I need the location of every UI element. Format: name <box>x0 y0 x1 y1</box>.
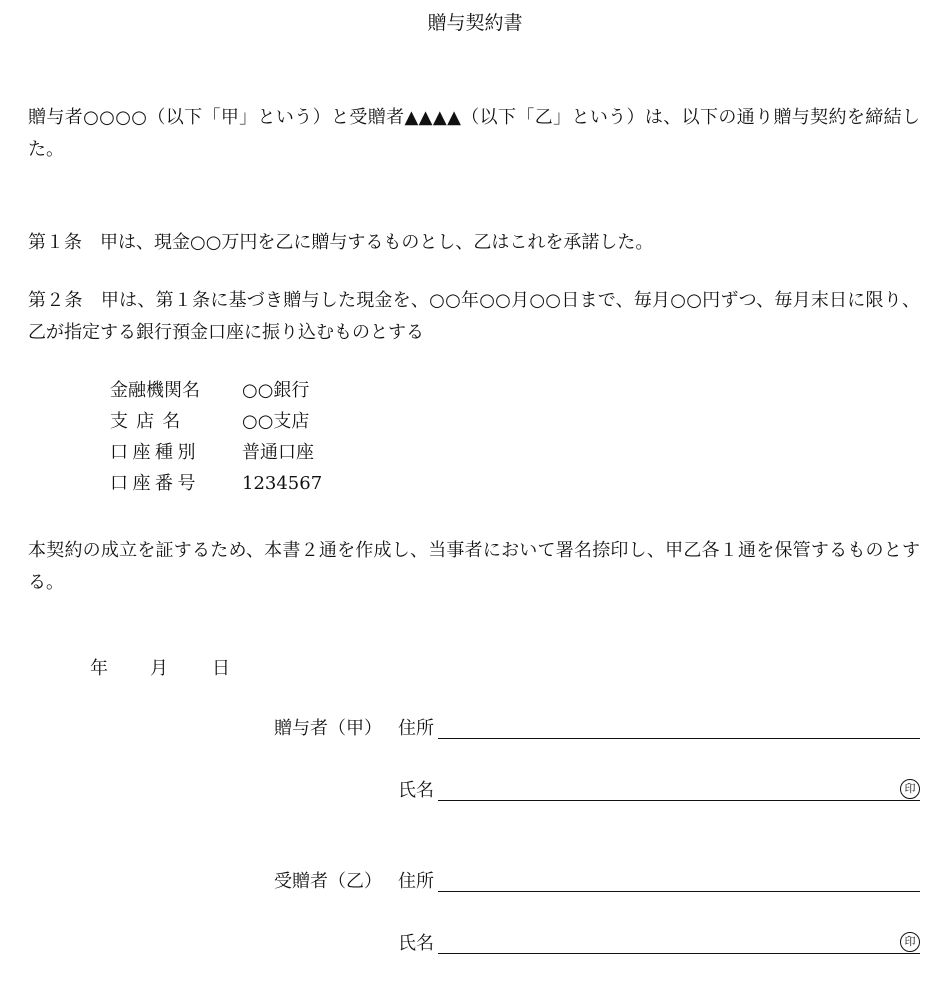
donor-name-line[interactable] <box>438 800 920 801</box>
donor-name-label: 氏名 <box>398 780 434 801</box>
bank-label: 口座種別 <box>110 442 200 463</box>
bank-value: 1234567 <box>242 473 323 494</box>
donor-address-label: 住所 <box>398 718 434 739</box>
article-1: 第１条 甲は、現金○○万円を乙に贈与するものとし、乙はこれを承諾した。 <box>28 232 654 253</box>
donee-seal-icon: 印 <box>900 932 920 952</box>
date-month: 月 <box>150 658 168 679</box>
donor-address-line[interactable] <box>438 738 920 739</box>
bank-row <box>110 444 314 474</box>
date-line <box>90 660 230 678</box>
document-title: 贈与契約書 <box>427 12 523 34</box>
bank-value: ○○支店 <box>242 411 310 432</box>
bank-value: ○○銀行 <box>242 380 310 401</box>
donee-role: 受贈者（乙） <box>274 871 382 892</box>
donee-name-line[interactable] <box>438 953 920 954</box>
donee-address-line[interactable] <box>438 891 920 892</box>
donor-role: 贈与者（甲） <box>274 718 382 739</box>
bank-value: 普通口座 <box>242 442 314 463</box>
date-year: 年 <box>90 658 108 679</box>
article-2: 第２条 甲は、第１条に基づき贈与した現金を、○○年○○月○○日まで、毎月○○円ずつ、毎月末日に限り、乙が指定する銀行預金口座に振り込むものとする <box>28 290 920 343</box>
bank-row <box>110 413 309 443</box>
donee-name-label: 氏名 <box>398 933 434 954</box>
intro-paragraph: 贈与者○○○○（以下「甲」という）と受贈者▲▲▲▲（以下「乙」という）は、以下の通り贈与契約を締結した。 <box>28 107 920 160</box>
donor-seal-icon: 印 <box>900 779 920 799</box>
bank-label: 金融機関名 <box>110 380 200 401</box>
bank-row <box>110 382 309 412</box>
bank-label: 口座番号 <box>110 473 200 494</box>
closing-paragraph: 本契約の成立を証するため、本書２通を作成し、当事者において署名捺印し、甲乙各１通を保管するものとする。 <box>28 540 920 593</box>
bank-label: 支店名 <box>110 411 189 432</box>
date-day: 日 <box>212 658 230 679</box>
bank-row <box>110 475 322 505</box>
donee-address-label: 住所 <box>398 871 434 892</box>
